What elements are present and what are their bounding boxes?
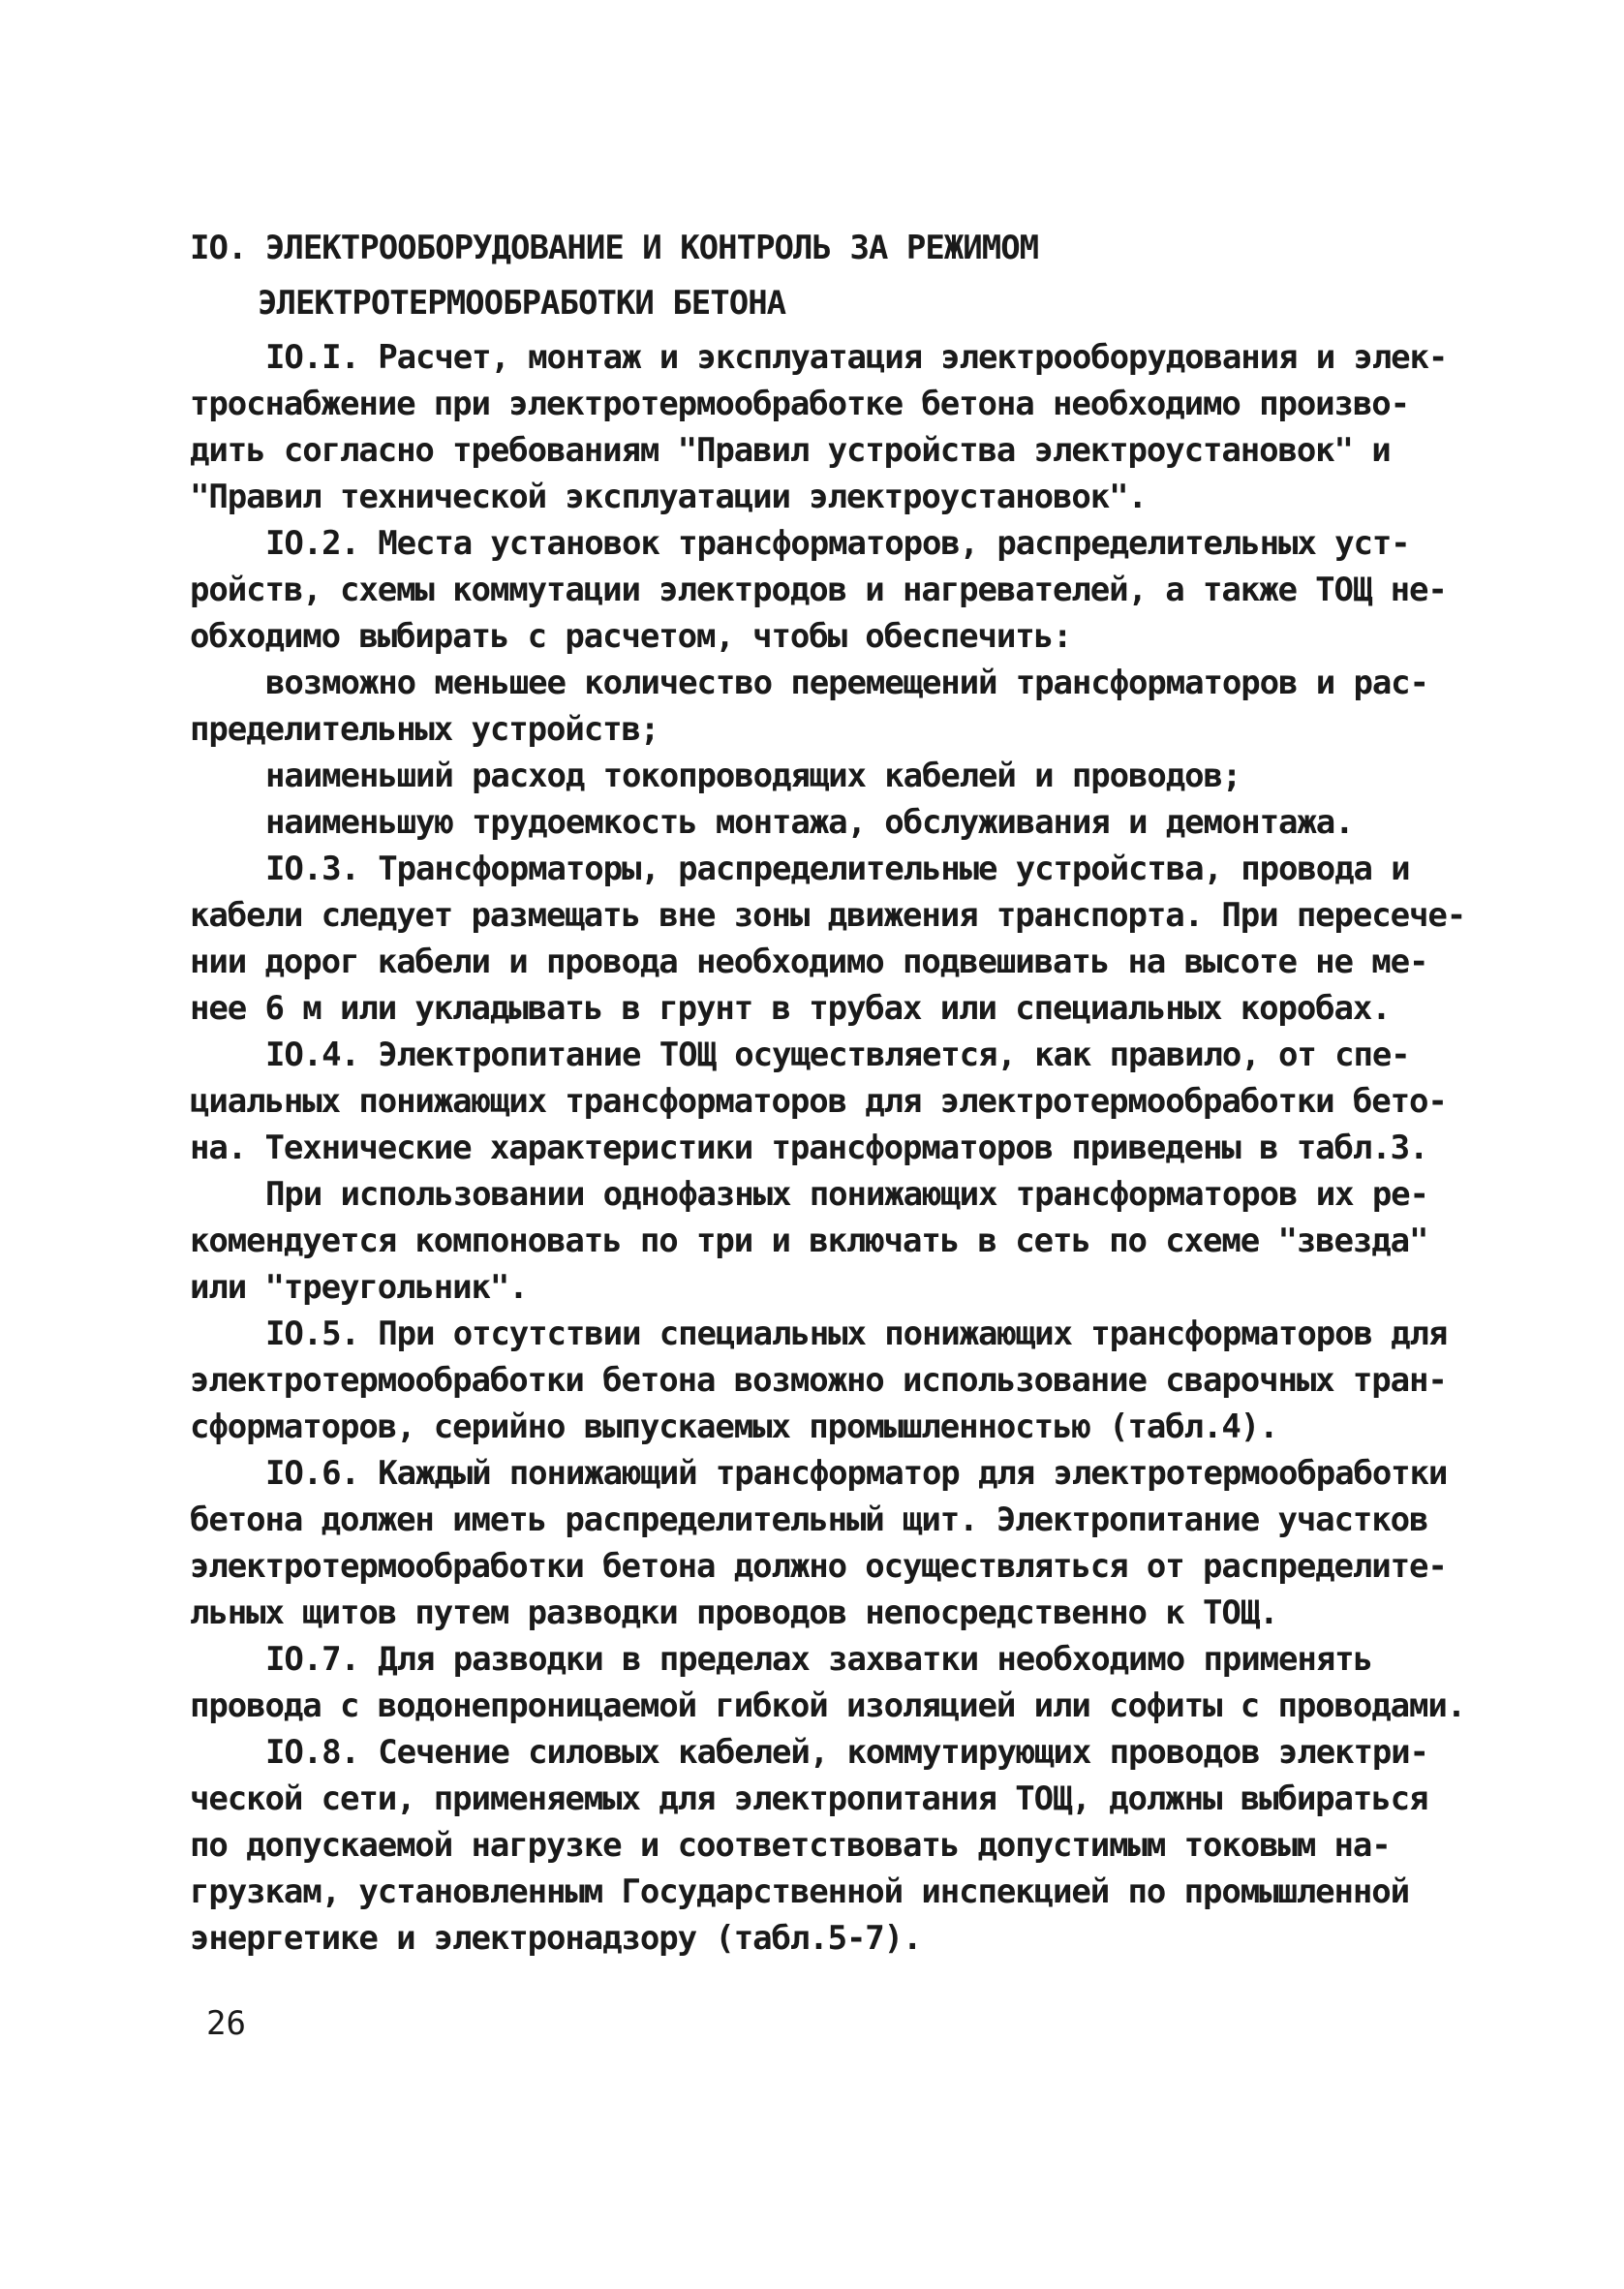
text-line: дить согласно требованиям "Правил устройства электроустановок" и (190, 431, 1391, 470)
text-line: сформаторов, серийно выпускаемых промышленностью (табл.4). (190, 1407, 1278, 1446)
text-line: на. Технические характеристики трансформаторов приведены в табл.3. (190, 1129, 1428, 1167)
text-line: пределительных устройств; (190, 710, 659, 749)
text-line: льных щитов путем разводки проводов непосредственно к ТОЩ. (190, 1593, 1278, 1632)
text-line: кабели следует размещать вне зоны движения транспорта. При пересече- (190, 896, 1466, 935)
text-line: При использовании однофазных понижающих трансформаторов их ре- (265, 1175, 1428, 1214)
text-line: нее 6 м или укладывать в грунт в трубах или специальных коробах. (190, 989, 1391, 1028)
text-line: нии дорог кабели и провода необходимо подвешивать на высоте не ме- (190, 943, 1428, 981)
heading-line-2: ЭЛЕКТРОТЕРМООБРАБОТКИ БЕТОНА (258, 284, 786, 323)
text-line: IO.I. Расчет, монтаж и эксплуатация электрооборудования и элек- (265, 338, 1448, 377)
text-line: IO.6. Каждый понижающий трансформатор для электротермообработки (265, 1454, 1448, 1493)
text-line: электротермообработки бетона должно осуществляться от распределите- (190, 1547, 1447, 1586)
text-line: IO.5. При отсутствии специальных понижающих трансформаторов для (265, 1315, 1448, 1353)
text-line: IO.7. Для разводки в пределах захватки необходимо применять (265, 1640, 1372, 1679)
text-line: ческой сети, применяемых для электропитания ТОЩ, должны выбираться (190, 1779, 1428, 1818)
text-line: обходимо выбирать с расчетом, чтобы обеспечить: (190, 617, 1072, 656)
text-line: возможно меньшее количество перемещений трансформаторов и рас- (265, 664, 1428, 702)
text-line: наименьший расход токопроводящих кабелей и проводов; (265, 757, 1241, 795)
text-line: наименьшую трудоемкость монтажа, обслуживания и демонтажа. (265, 803, 1354, 842)
text-line: IO.2. Места установок трансформаторов, распределительных уст- (265, 524, 1410, 563)
text-line: IO.3. Трансформаторы, распределительные устройства, провода и (265, 850, 1410, 888)
section-heading (190, 221, 1449, 331)
text-line: "Правил технической эксплуатации электроустановок". (190, 478, 1147, 516)
text-line: ройств, схемы коммутации электродов и нагревателей, а также ТОЩ не- (190, 571, 1447, 609)
text-line: грузкам, установленным Государственной инспекцией по промышленной (190, 1872, 1410, 1911)
text-line: электротермообработки бетона возможно использование сварочных тран- (190, 1361, 1447, 1400)
text-line: энергетике и электронадзору (табл.5-7). (190, 1919, 922, 1958)
text-line: комендуется компоновать по три и включать в сеть по схеме "звезда" (190, 1222, 1428, 1260)
text-line: бетона должен иметь распределительный щит. Электропитание участков (190, 1500, 1428, 1539)
body-text (190, 334, 1466, 1962)
heading-line-1: IO. ЭЛЕКТРООБОРУДОВАНИЕ И КОНТРОЛЬ ЗА РЕЖИМОМ (190, 229, 1039, 267)
text-line: IO.8. Сечение силовых кабелей, коммутирующих проводов электри- (265, 1733, 1428, 1772)
text-line: или "треугольник". (190, 1268, 528, 1307)
text-line: троснабжение при электротермообработке бетона необходимо произво- (190, 385, 1410, 423)
text-line: IO.4. Электропитание ТОЩ осуществляется, как правило, от спе- (265, 1036, 1410, 1074)
text-line: провода с водонепроницаемой гибкой изоляцией или софиты с проводами. (190, 1686, 1466, 1725)
text-line: по допускаемой нагрузке и соответствовать допустимым токовым на- (190, 1826, 1391, 1865)
text-line: циальных понижающих трансформаторов для электротермообработки бето- (190, 1082, 1447, 1121)
page-number: 26 (206, 2004, 246, 2043)
